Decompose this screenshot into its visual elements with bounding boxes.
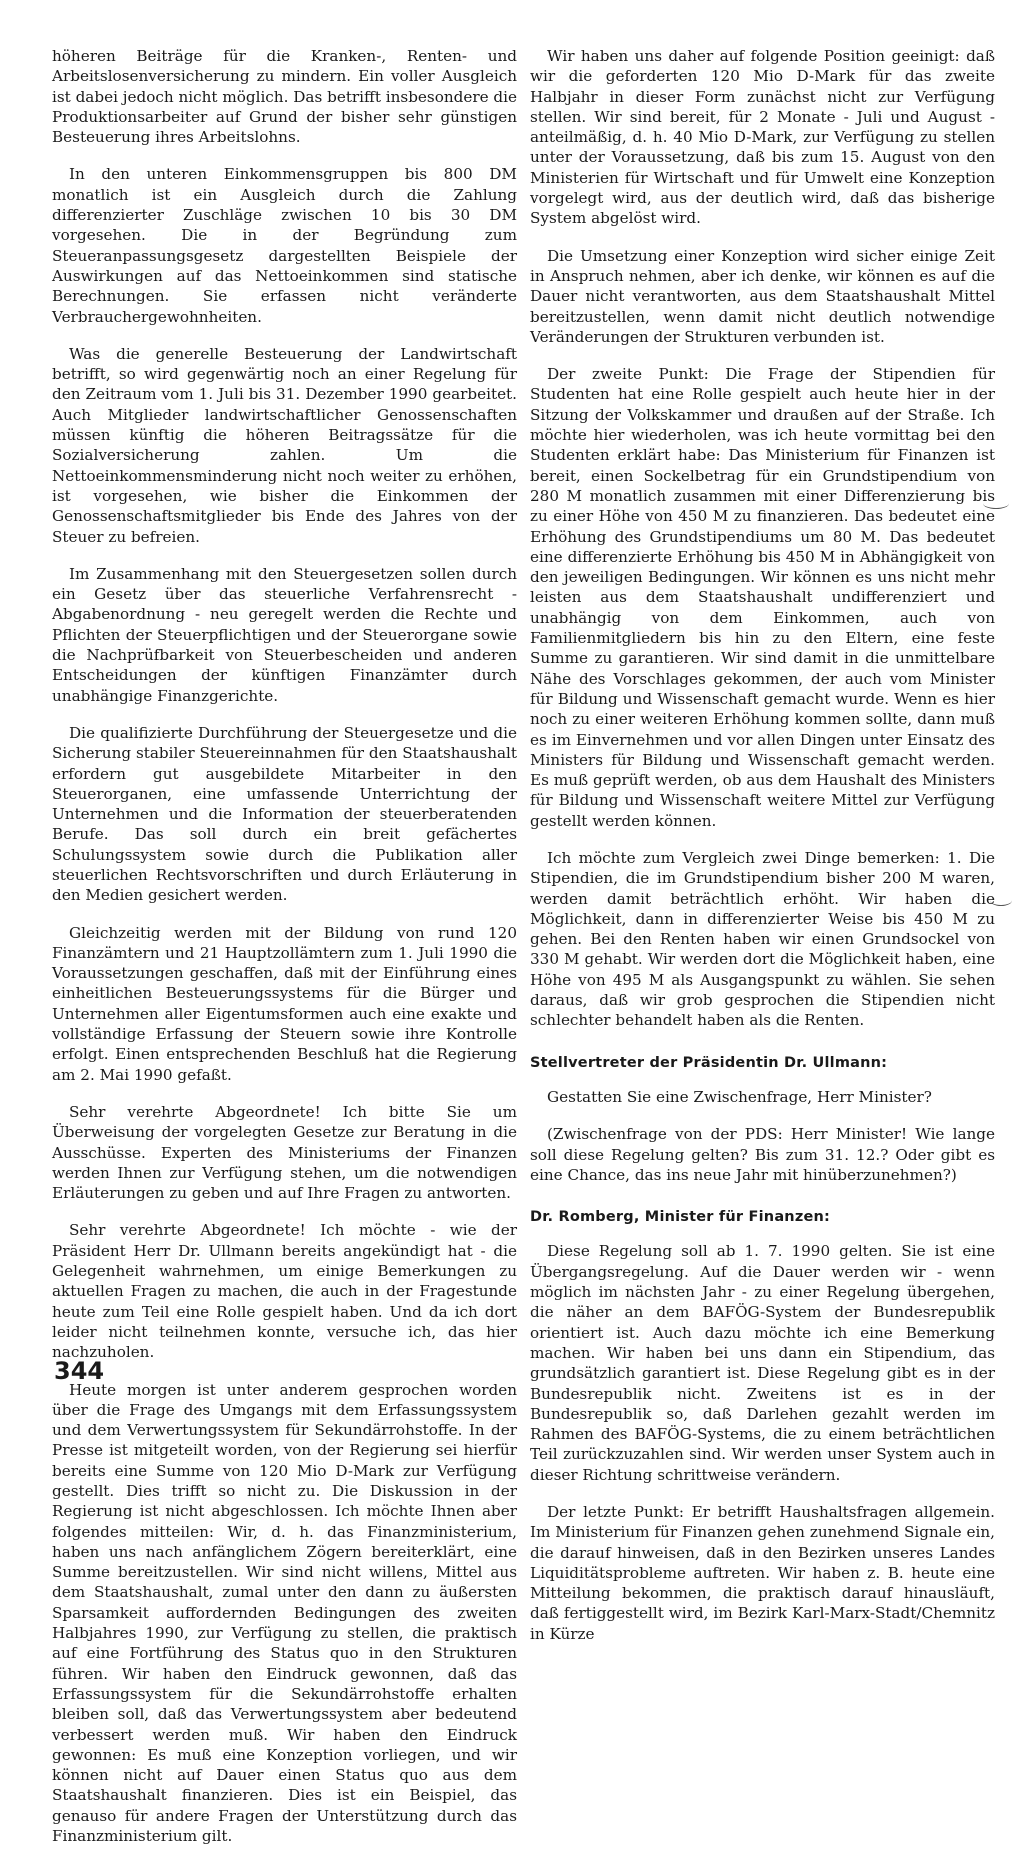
scan-mark: [983, 498, 1009, 509]
paragraph: Der letzte Punkt: Er betrifft Haushaltsfragen allgemein. Im Ministerium für Finanzen gehen zunehmend Signale ein, die darauf hinweisen, daß in den Bezirken unseres Landes Liquiditätsprobleme auftreten. Wir haben z. B. heute eine Mitteilung bekommen, die praktisch darauf hinausläuft, daß fertiggestellt wird, im Bezirk Karl-Marx-Stadt/Chemnitz in Kürze: [530, 1503, 995, 1643]
speaker-heading: Dr. Romberg, Minister für Finanzen:: [530, 1209, 831, 1226]
speaker-heading: Stellvertreter der Präsidentin Dr. Ullmann:: [530, 1054, 888, 1071]
paragraph: Im Zusammenhang mit den Steuergesetzen sollen durch ein Gesetz über das steuerliche Verfahrensrecht - Abgabenordnung - neu geregelt werden die Rechte und Pflichten der Steuerpflichtigen und der Steuerorgane sowie die Nachprüfbarkeit von Steuerbescheiden und anderen Entscheidungen der künftigen Finanzämter durch unabhängige Finanzgerichte.: [52, 564, 517, 705]
interjection: (Zwischenfrage von der PDS: Herr Minister! Wie lange soll diese Regelung gelten? Bis zum 31. 12.? Oder gibt es eine Chance, das ins neue Jahr mit hinüberzunehmen?): [530, 1125, 995, 1184]
scan-mark: [990, 895, 1012, 906]
paragraph: Sehr verehrte Abgeordnete! Ich bitte Sie um Überweisung der vorgelegten Gesetze zur Beratung in die Ausschüsse. Experten des Ministeriums der Finanzen werden Ihnen zur Verfügung stehen, um die notwendigen Erläuterungen zu geben und auf Ihre Fragen zu antworten.: [52, 1102, 517, 1203]
page-number: 344: [54, 1357, 105, 1385]
paragraph: Wir haben uns daher auf folgende Position geeinigt: daß wir die geforderten 120 Mio D-Mark für das zweite Halbjahr in dieser Form zunächst nicht zur Verfügung stellen. Wir sind bereit, für 2 Monate - Juli und August - anteilmäßig, d. h. 40 Mio D-Mark, zur Verfügung zu stellen unter der Voraussetzung, daß bis zum 15. August von den Ministerien für Wirtschaft und für Umwelt eine Konzeption vorgelegt wird, aus der deutlich wird, daß das bisherige System abgelöst wird.: [530, 47, 995, 228]
paragraph: Der zweite Punkt: Die Frage der Stipendien für Studenten hat eine Rolle gespielt auch heute hier in der Sitzung der Volkskammer und draußen auf der Straße. Ich möchte hier wiederholen, was ich heute vormittag bei den Studenten erklärt habe: Das Ministerium für Finanzen ist bereit, einen Sockelbetrag für ein Grundstipendium von 280 M monatlich zusammen mit einer Differenzierung bis zu einer Höhe von 450 M zu finanzieren. Das bedeutet eine Erhöhung des Grundstipendiums um 80 M. Das bedeutet eine differenzierte Erhöhung bis 450 M in Abhängigkeit von den jeweiligen Bedingungen. Wir können es uns nicht mehr leisten aus dem Staatshaushalt undifferenziert und unabhängig von dem Einkommen, auch von Familienmitgliedern bis hin zu den Eltern, eine feste Summe zu garantieren. Wir sind damit in die unmittelbare Nähe des Vorschlages gekommen, der auch vom Minister für Bildung und Wissenschaft gemacht wurde. Wenn es hier noch zu einer weiteren Erhöhung kommen sollte, dann muß es im Einvernehmen und vor allen Dingen unter Einsatz des Ministers für Bildung und Wissenschaft gemacht werden. Es muß geprüft werden, ob aus dem Haushalt des Ministers für Bildung und Wissenschaft weitere Mittel zur Verfügung gestellt werden können.: [530, 365, 995, 830]
paragraph: Die Umsetzung einer Konzeption wird sicher einige Zeit in Anspruch nehmen, aber ich denke, wir können es auf die Dauer nicht verantworten, aus dem Staatshaushalt Mittel bereitzustellen, wenn damit nicht deutlich notwendige Veränderungen der Strukturen verbunden ist.: [530, 246, 995, 346]
paragraph: In den unteren Einkommensgruppen bis 800 DM monatlich ist ein Ausgleich durch die Zahlung differenzierter Zuschläge zwischen 10 bis 30 DM vorgesehen. Die in der Begründung zum Steueranpassungsgesetz dargestellten Beispiele der Auswirkungen auf das Nettoeinkommen sind statische Berechnungen. Sie erfassen nicht veränderte Verbrauchergewohnheiten.: [52, 165, 517, 326]
left-column: [52, 46, 517, 1863]
paragraph: Ich möchte zum Vergleich zwei Dinge bemerken: 1. Die Stipendien, die im Grundstipendium bisher 200 M waren, werden damit beträchtlich erhöht. Wir haben die Möglichkeit, dann in differenzierter Weise bis 450 M zu gehen. Bei den Renten haben wir einen Grundsockel von 330 M gehabt. Wir werden dort die Möglichkeit haben, eine Höhe von 495 M als Ausgangspunkt zu wählen. Sie sehen daraus, daß wir grob gesprochen die Stipendien nicht schlechter behandelt haben als die Renten.: [530, 848, 995, 1030]
paragraph: höheren Beiträge für die Kranken-, Renten- und Arbeitslosenversicherung zu mindern. Ein voller Ausgleich ist dabei jedoch nicht möglich. Das betrifft insbesondere die Produktionsarbeiter auf Grund der bisher sehr günstigen Besteuerung ihres Arbeitslohns.: [52, 47, 517, 147]
paragraph: Sehr verehrte Abgeordnete! Ich möchte - wie der Präsident Herr Dr. Ullmann bereits angekündigt hat - die Gelegenheit wahrnehmen, um einige Bemerkungen zu aktuellen Fragen zu machen, die auch in der Fragestunde heute zum Teil eine Rolle gespielt haben. Und da ich dort leider nicht teilnehmen konnte, versuche ich, das hier nachzuholen.: [52, 1221, 517, 1362]
paragraph: Gestatten Sie eine Zwischenfrage, Herr Minister?: [547, 1087, 932, 1106]
paragraph: Gleichzeitig werden mit der Bildung von rund 120 Finanzämtern und 21 Hauptzollämtern zum 1. Juli 1990 die Voraussetzungen geschaffen, daß mit der Einführung eines einheitlichen Besteuerungssystems für die Bürger und Unternehmen aller Eigentumsformen auch eine exakte und vollständige Erfassung der Steuern sowie ihre Kontrolle erfolgt. Einen entsprechenden Beschluß hat die Regierung am 2. Mai 1990 gefaßt.: [52, 923, 517, 1084]
paragraph: Diese Regelung soll ab 1. 7. 1990 gelten. Sie ist eine Übergangsregelung. Auf die Dauer werden wir - wenn möglich im nächsten Jahr - zu einer Regelung übergehen, die näher an dem BAFÖG-System der Bundesrepublik orientiert ist. Auch dazu möchte ich eine Bemerkung machen. Wir haben bei uns dann ein Stipendium, das grundsätzlich garantiert ist. Diese Regelung gibt es in der Bundesrepublik nicht. Zweitens ist es in der Bundesrepublik so, daß Darlehen gezahlt werden im Rahmen des BAFÖG-Systems, die zu einem beträchtlichen Teil zurückzuzahlen sind. Wir werden unser System auch in dieser Richtung schrittweise verändern.: [530, 1242, 995, 1484]
paragraph: Die qualifizierte Durchführung der Steuergesetze und die Sicherung stabiler Steuereinnahmen für den Staatshaushalt erfordern gut ausgebildete Mitarbeiter in den Steuerorganen, eine umfassende Unterrichtung der Unternehmen und die Information der steuerberatenden Berufe. Das soll durch ein breit gefächertes Schulungssystem sowie durch die Publikation aller steuerlichen Rechtsvorschriften und durch Erläuterung in den Medien gesichert werden.: [52, 723, 517, 905]
right-column: [530, 46, 995, 1661]
paragraph: Heute morgen ist unter anderem gesprochen worden über die Frage des Umgangs mit dem Erfassungssystem und dem Verwertungssystem für Sekundärrohstoffe. In der Presse ist mitgeteilt worden, von der Regierung sei hierfür bereits eine Summe von 120 Mio D-Mark zur Verfügung gestellt. Dies trifft so nicht zu. Die Diskussion in der Regierung ist nicht abgeschlossen. Ich möchte Ihnen aber folgendes mitteilen: Wir, d. h. das Finanzministerium, haben uns nach anfänglichem Zögern bereiterklärt, eine Summe bereitzustellen. Wir sind nicht willens, Mittel aus dem Staatshaushalt, zumal unter den dann zu äußersten Sparsamkeit auffordernden Bedingungen des zweiten Halbjahres 1990, zur Verfügung zu stellen, die praktisch auf eine Fortführung des Status quo in den Strukturen führen. Wir haben den Eindruck gewonnen, daß das Erfassungssystem für die Sekundärrohstoffe erhalten bleiben soll, daß das Verwertungssystem aber bedeutend verbessert werden muß. Wir haben den Eindruck gewonnen: Es muß eine Konzeption vorliegen, und wir können nicht auf Dauer einen Status quo aus dem Staatshaushalt finanzieren. Dies ist ein Beispiel, das genauso für andere Fragen der Unterstützung durch das Finanzministerium gilt.: [52, 1380, 517, 1846]
paragraph: Was die generelle Besteuerung der Landwirtschaft betrifft, so wird gegenwärtig noch an einer Regelung für den Zeitraum vom 1. Juli bis 31. Dezember 1990 gearbeitet. Auch Mitglieder landwirtschaftlicher Genossenschaften müssen künftig die höheren Beitragssätze für die Sozialversicherung zahlen. Um die Nettoeinkommensminderung nicht noch weiter zu erhöhen, ist vorgesehen, wie bisher die Einkommen der Genossenschaftsmitglieder bis Ende des Jahres von der Steuer zu befreien.: [52, 344, 517, 546]
